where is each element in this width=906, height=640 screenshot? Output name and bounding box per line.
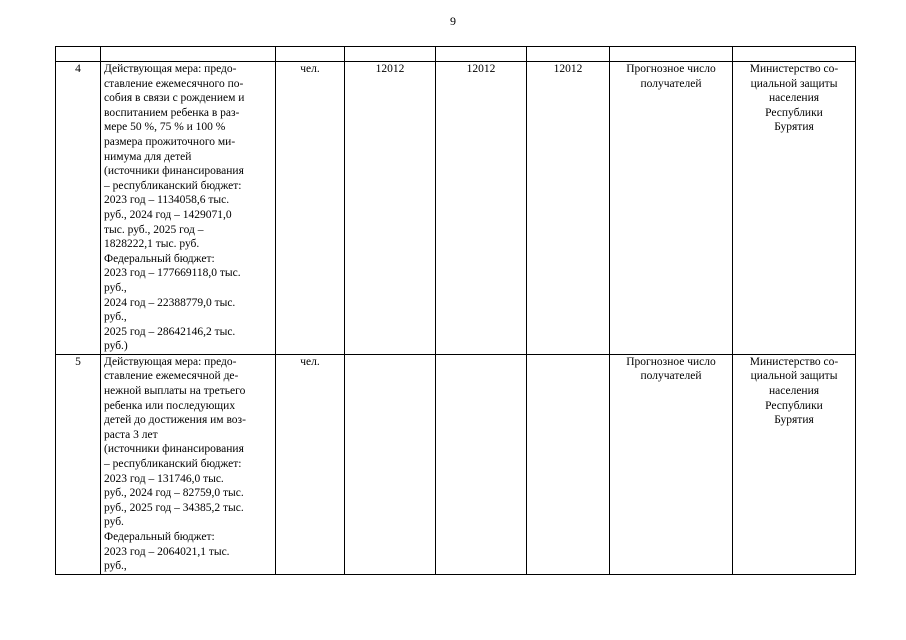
responsible-cell: Министерство со- циальной защиты населения Республики Бурятия [733,62,856,355]
measures-table [55,46,856,575]
value-2024-cell: 12012 [436,62,527,355]
header-cell [345,47,436,62]
measure-description: Действующая мера: предо- ставление ежемесячной де- нежной выплаты на третьего ребенка или последующих детей до достижения им воз- раста 3 лет (источники финансирования – республиканский бюджет: 2023 год – 131746,0 тыс. руб., 2024 год – 82759,0 тыс. руб., 2025 год – 34385,2 тыс. руб. Федеральный бюджет: 2023 год – 2064021,1 тыс. руб., [101,354,276,574]
value-2025-cell [527,354,610,574]
header-cell [527,47,610,62]
responsible-cell: Министерство со- циальной защиты населения Республики Бурятия [733,354,856,574]
header-cell [733,47,856,62]
header-cell [101,47,276,62]
row-number: 4 [56,62,101,355]
unit-cell: чел. [276,62,345,355]
value-2023-cell [345,354,436,574]
table-row [56,354,856,574]
measure-description: Действующая мера: предо- ставление ежемесячного по- собия в связи с рождением и воспитанием ребенка в раз- мере 50 %, 75 % и 100 % размера прожиточного ми- нимума для детей (источники финансирования – республиканский бюджет: 2023 год – 1134058,6 тыс. руб., 2024 год – 1429071,0 тыс. руб., 2025 год – 1828222,1 тыс. руб. Федеральный бюджет: 2023 год – 177669118,0 тыс. руб., 2024 год – 22388779,0 тыс. руб., 2025 год – 28642146,2 тыс. руб.) [101,62,276,355]
calculation-method-cell: Прогнозное число получателей [610,354,733,574]
page-number: 9 [450,14,456,28]
value-2024-cell [436,354,527,574]
unit-cell: чел. [276,354,345,574]
value-2023-cell: 12012 [345,62,436,355]
row-number: 5 [56,354,101,574]
calculation-method-cell: Прогнозное число получателей [610,62,733,355]
value-2025-cell: 12012 [527,62,610,355]
header-cell [56,47,101,62]
header-cell [610,47,733,62]
header-row [56,47,856,62]
header-cell [436,47,527,62]
table-row [56,62,856,355]
header-cell [276,47,345,62]
